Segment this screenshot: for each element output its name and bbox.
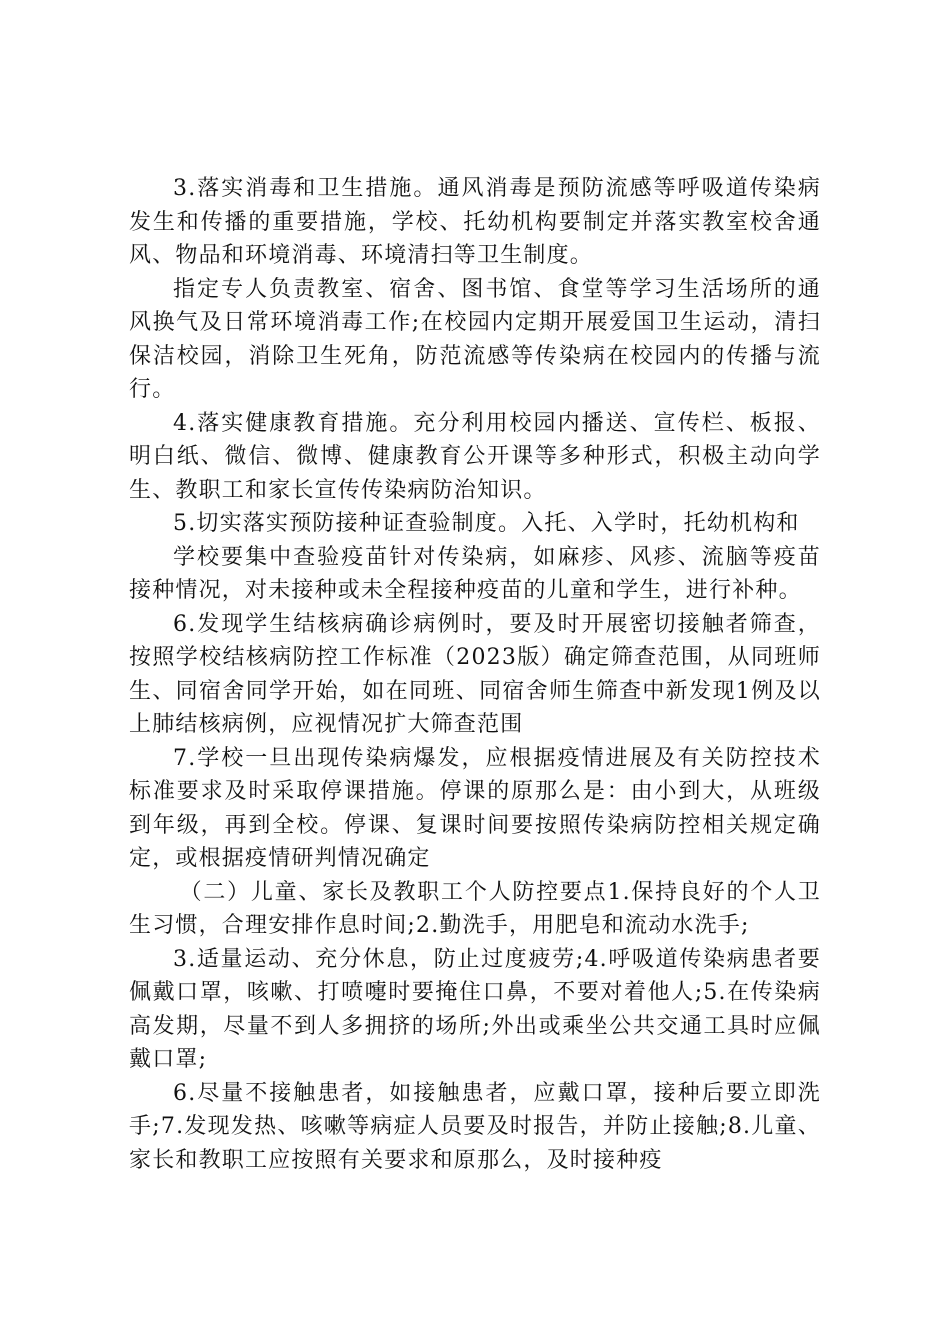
paragraph-exercise-masks: 3.适量运动、充分休息，防止过度疲劳;4.呼吸道传染病患者要佩戴口罩，咳嗽、打喷嚏时要掩住口鼻，不要对着他人;5.在传染病高发期，尽量不到人多拥挤的场所;外出或乘坐公共交通工具时应佩戴口罩; <box>129 946 821 1072</box>
paragraph-avoid-contact: 6.尽量不接触患者，如接触患者，应戴口罩，接种后要立即洗手;7.发现发热、咳嗽等病症人员要及时报告，并防止接触;8.儿童、家长和教职工应按照有关要求和原那么，及时接种疫 <box>129 1080 821 1173</box>
paragraph-personal-prevention: （二）儿童、家长及教职工个人防控要点1.保持良好的个人卫生习惯，合理安排作息时间;2.勤洗手，用肥皂和流动水洗手; <box>129 879 821 938</box>
document-body <box>129 172 821 1177</box>
paragraph-ventilation-duty: 指定专人负责教室、宿舍、图书馆、食堂等学习生活场所的通风换气及日常环境消毒工作;在校园内定期开展爱国卫生运动，清扫保洁校园，消除卫生死角，防范流感等传染病在校园内的传播与流行。 <box>129 276 821 402</box>
paragraph-health-education: 4.落实健康教育措施。充分利用校园内播送、宣传栏、板报、明白纸、微信、微博、健康教育公开课等多种形式，积极主动向学生、教职工和家长宣传传染病防治知识。 <box>129 410 821 503</box>
paragraph-vaccination-check: 5.切实落实预防接种证查验制度。入托、入学时，托幼机构和 <box>173 511 800 536</box>
paragraph-class-suspension: 7.学校一旦出现传染病爆发，应根据疫情进展及有关防控技术标准要求及时采取停课措施。停课的原那么是：由小到大，从班级到年级，再到全校。停课、复课时间要按照传染病防控相关规定确定，或根据疫情研判情况确定 <box>129 745 821 871</box>
paragraph-vaccination-check-cont: 学校要集中查验疫苗针对传染病，如麻疹、风疹、流脑等疫苗接种情况，对未接种或未全程接种疫苗的儿童和学生，进行补种。 <box>129 544 821 603</box>
paragraph-disinfection-measures: 3.落实消毒和卫生措施。通风消毒是预防流感等呼吸道传染病发生和传播的重要措施，学校、托幼机构要制定并落实教室校舍通风、物品和环境消毒、环境清扫等卫生制度。 <box>129 176 821 268</box>
paragraph-tuberculosis-screening: 6.发现学生结核病确诊病例时，要及时开展密切接触者筛查，按照学校结核病防控工作标准（2023版）确定筛查范围，从同班师生、同宿舍同学开始，如在同班、同宿舍师生筛查中新发现1例及以上肺结核病例，应视情况扩大筛查范围 <box>129 611 821 737</box>
